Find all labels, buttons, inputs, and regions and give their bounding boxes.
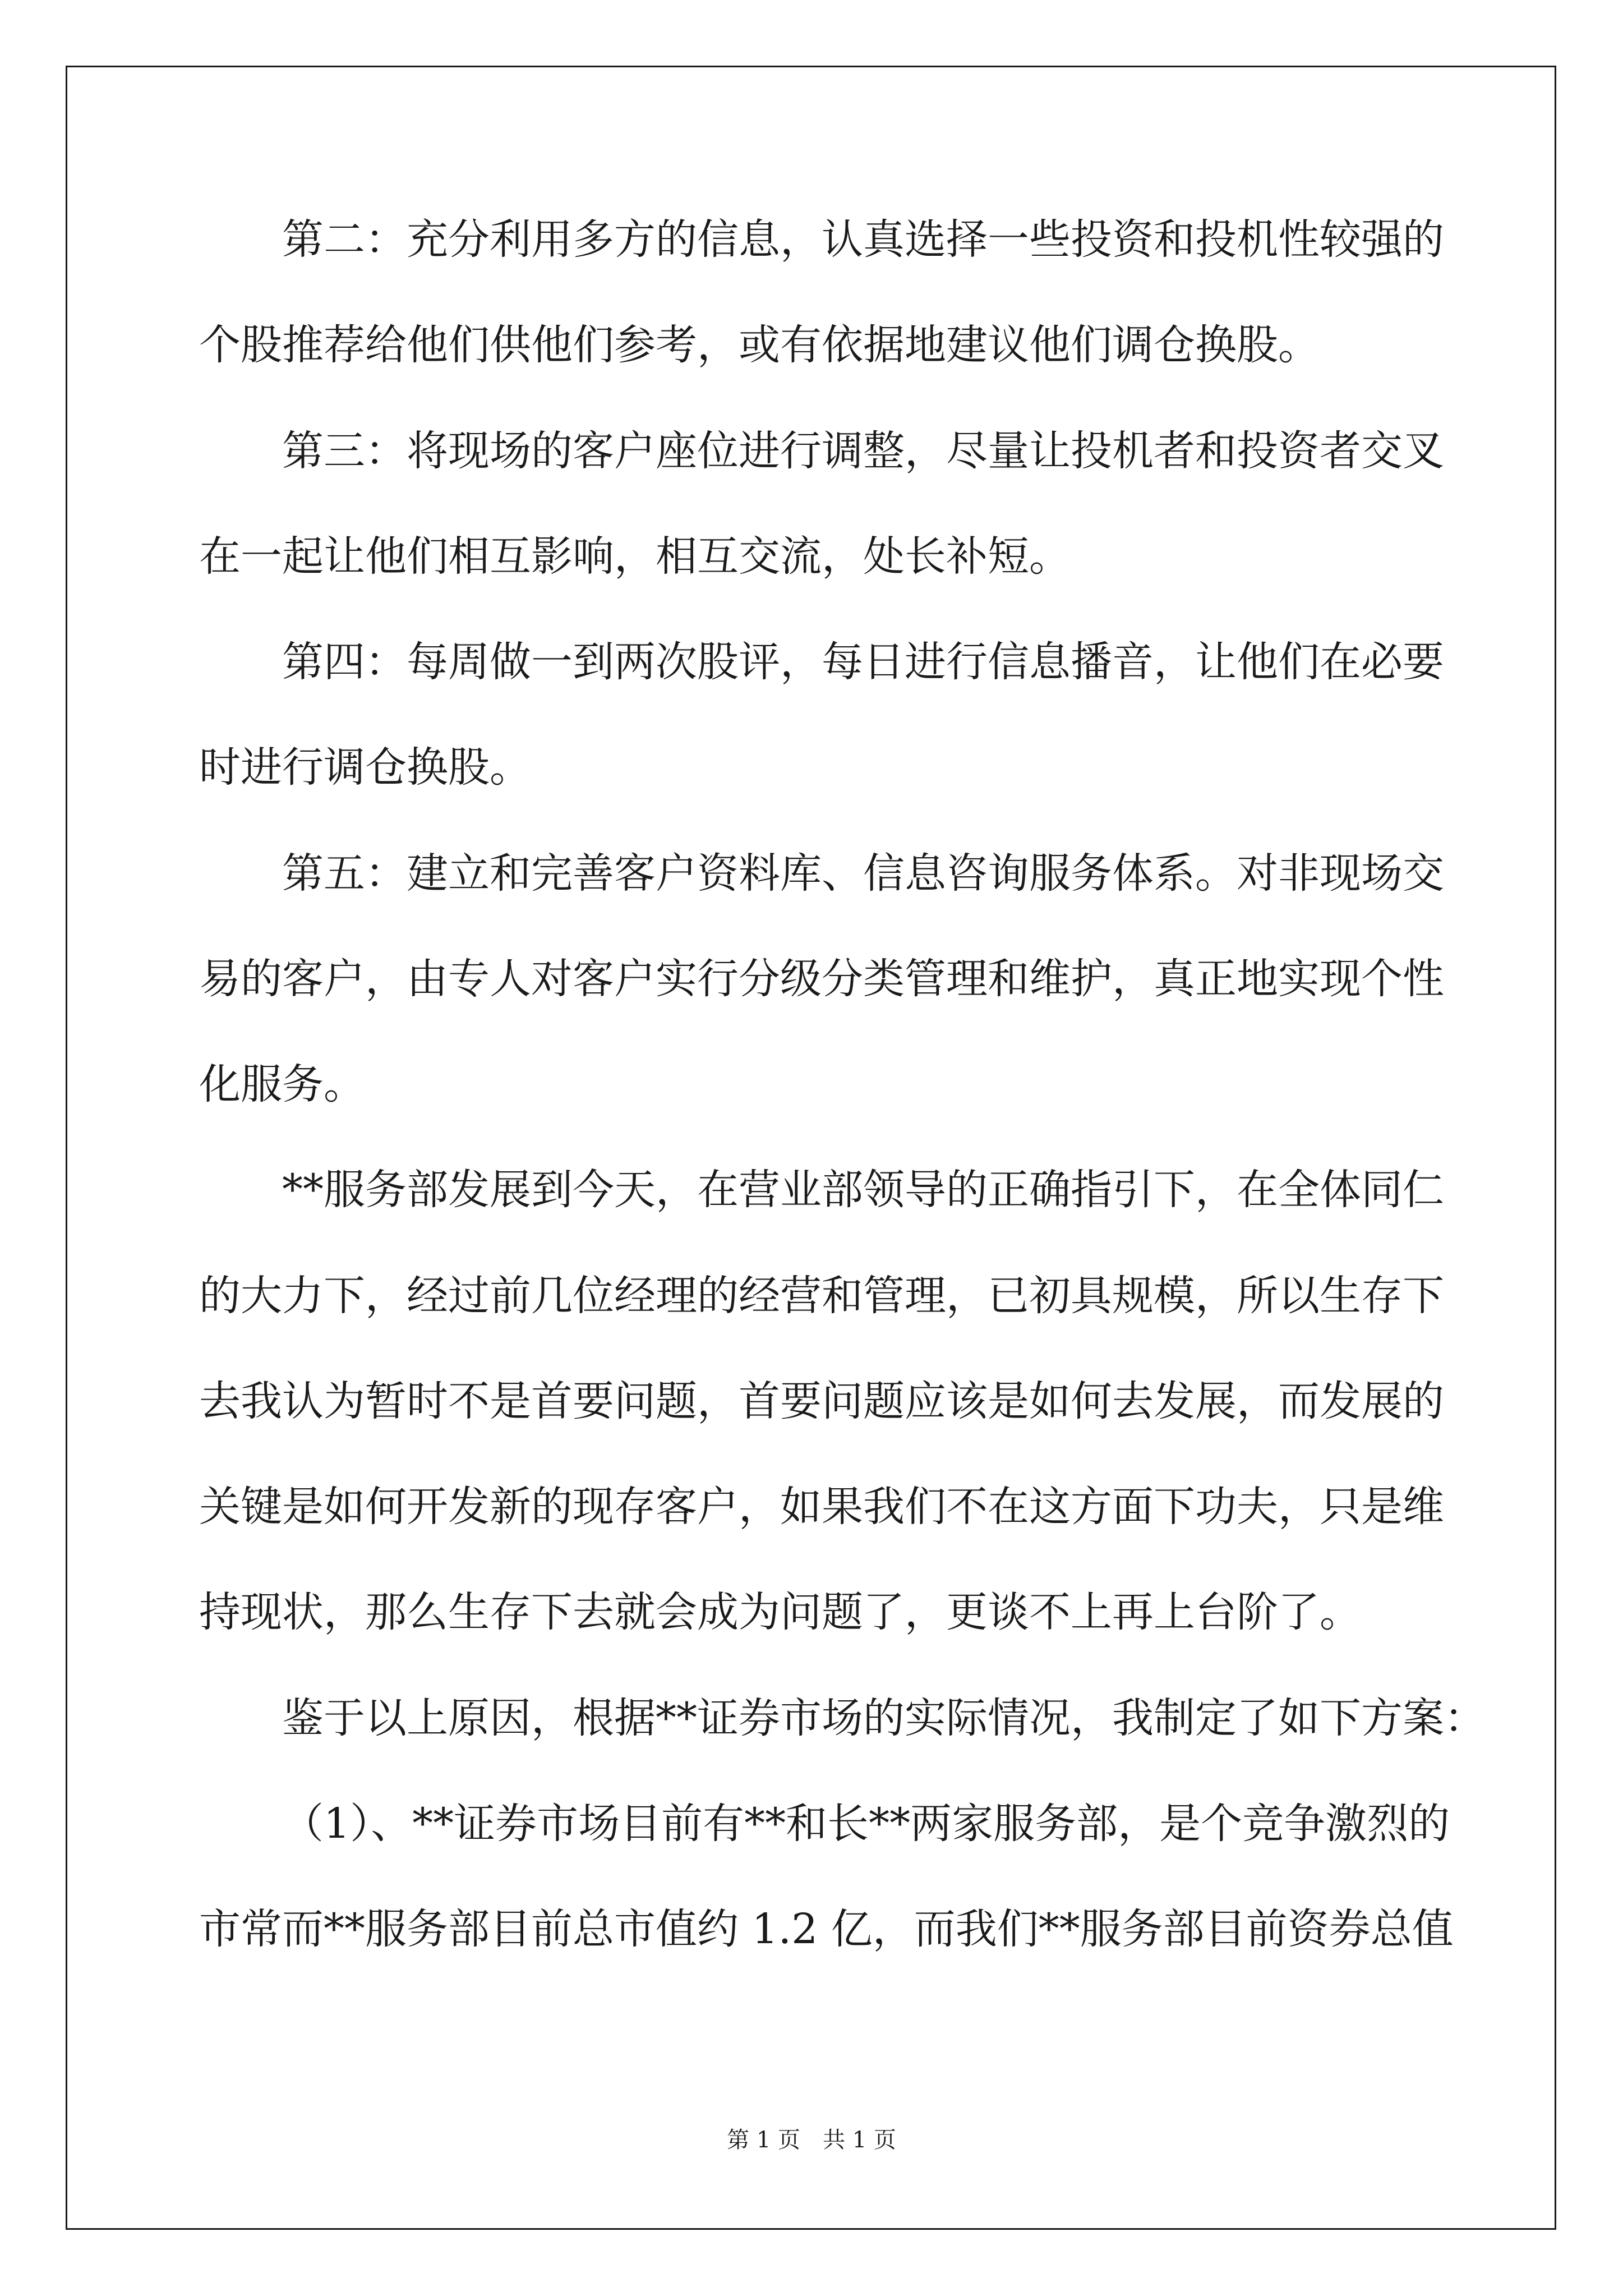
- text-line: （1）、**证券市场目前有**和长**两家服务部，是个竞争激烈的: [282, 1800, 1450, 1848]
- text-line: 个股推荐给他们供他们参考，或有依据地建议他们调仓换股。: [199, 321, 1320, 369]
- text-line: 持现状，那么生存下去就会成为问题了，更谈不上再上台阶了。: [199, 1588, 1361, 1636]
- text-line: 第四：每周做一到两次股评，每日进行信息播音，让他们在必要: [282, 638, 1444, 686]
- text-line: 第二：充分利用多方的信息，认真选择一些投资和投机性较强的: [282, 215, 1444, 264]
- text-line: 化服务。: [199, 1060, 365, 1108]
- text-line: 关键是如何开发新的现存客户，如果我们不在这方面下功夫，只是维: [199, 1483, 1444, 1531]
- page-number-footer: 第 1 页 共 1 页: [727, 2127, 896, 2153]
- text-line: 去我认为暂时不是首要问题，首要问题应该是如何去发展，而发展的: [199, 1377, 1444, 1425]
- text-line: 第三：将现场的客户座位进行调整，尽量让投机者和投资者交叉: [282, 427, 1444, 475]
- text-line: 时进行调仓换股。: [199, 743, 531, 792]
- text-line: 市常而**服务部目前总市值约 1.2 亿，而我们**服务部目前资券总值: [199, 1905, 1454, 1953]
- text-line: 在一起让他们相互影响，相互交流，处长补短。: [199, 532, 1071, 581]
- text-line: 的大力下，经过前几位经理的经营和管理，已初具规模，所以生存下: [199, 1272, 1444, 1320]
- text-line: 鉴于以上原因，根据**证券市场的实际情况，我制定了如下方案：: [282, 1694, 1486, 1742]
- text-line: 易的客户，由专人对客户实行分级分类管理和维护，真正地实现个性: [199, 955, 1444, 1003]
- text-line: **服务部发展到今天，在营业部领导的正确指引下，在全体同仁: [282, 1166, 1444, 1214]
- text-line: 第五：建立和完善客户资料库、信息咨询服务体系。对非现场交: [282, 849, 1444, 898]
